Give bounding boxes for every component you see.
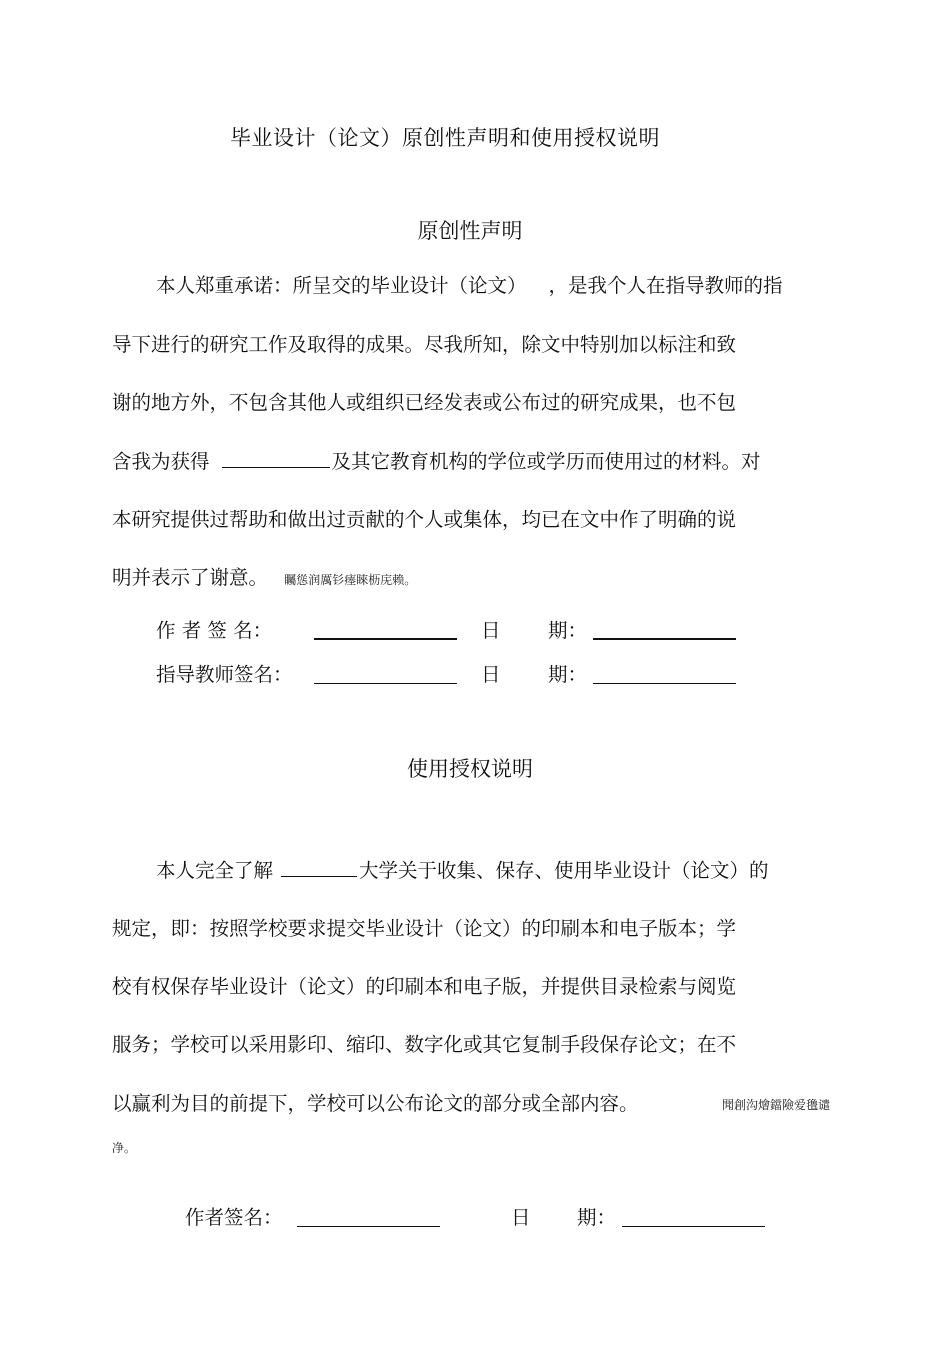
author-date-field[interactable] <box>593 638 736 640</box>
author-signature-field[interactable] <box>297 1226 440 1227</box>
originality-paragraph-line: 导下进行的研究工作及取得的成果。尽我所知，除文中特别加以标注和致 <box>112 333 737 356</box>
originality-paragraph-line <box>112 452 761 472</box>
author-signature-field[interactable] <box>314 638 457 640</box>
text-segment: 本人郑重承诺：所呈交的毕业设计（论文） <box>156 274 527 297</box>
text-segment: ，是我个人在指导教师的指 <box>548 274 783 297</box>
document-title: 毕业设计（论文）原创性声明和使用授权说明 <box>230 126 660 150</box>
authorization-heading: 使用授权说明 <box>407 757 533 781</box>
originality-paragraph-line: 本研究提供过帮助和做出过贡献的个人或集体，均已在文中作了明确的说 <box>112 508 737 531</box>
date-label: 期： <box>548 619 588 642</box>
garbled-text: 矚慫润厲钐瘗睞枥庑赖。 <box>284 573 417 587</box>
text-segment: 明并表示了谢意。 <box>112 566 269 589</box>
date-label-day: 日 <box>481 663 501 686</box>
originality-paragraph-line: 谢的地方外，不包含其他人或组织已经发表或公布过的研究成果，也不包 <box>112 391 737 414</box>
date-label-day: 日 <box>511 1206 531 1229</box>
garbled-text: 聞創沟燴鐺險爱氇谴 <box>722 1098 831 1112</box>
author-signature-label: 作 者 签 名： <box>156 619 273 642</box>
author-signature-label: 作者签名： <box>185 1206 283 1229</box>
blank-university-line <box>281 875 357 877</box>
authorization-paragraph-line: 服务；学校可以采用影印、缩印、数字化或其它复制手段保存论文；在不 <box>112 1033 737 1056</box>
originality-paragraph-line <box>112 568 416 588</box>
authorization-paragraph-line: 规定，即：按照学校要求提交毕业设计（论文）的印刷本和电子版本；学 <box>112 917 737 940</box>
advisor-date-field[interactable] <box>593 683 736 684</box>
text-segment: 及其它教育机构的学位或学历而使用过的材料。对 <box>331 450 761 473</box>
authorization-paragraph-line <box>156 861 769 881</box>
date-label: 期： <box>548 663 588 686</box>
date-label-day: 日 <box>481 619 501 642</box>
garbled-text: 净。 <box>112 1141 137 1155</box>
authorization-paragraph-line: 校有权保存毕业设计（论文）的印刷本和电子版，并提供目录检索与阅览 <box>112 975 737 998</box>
originality-paragraph-line <box>156 276 783 296</box>
text-segment: 本人完全了解 <box>156 859 274 882</box>
authorization-paragraph-line: 以赢利为目的前提下，学校可以公布论文的部分或全部内容。 <box>112 1092 639 1115</box>
text-segment: 含我为获得 <box>112 450 210 473</box>
date-label: 期： <box>577 1206 617 1229</box>
advisor-signature-field[interactable] <box>314 683 457 684</box>
text-segment: 大学关于收集、保存、使用毕业设计（论文）的 <box>359 859 769 882</box>
author-date-field[interactable] <box>622 1226 765 1227</box>
blank-institution-line <box>222 466 330 468</box>
originality-heading: 原创性声明 <box>417 219 523 243</box>
advisor-signature-label: 指导教师签名： <box>156 663 293 686</box>
